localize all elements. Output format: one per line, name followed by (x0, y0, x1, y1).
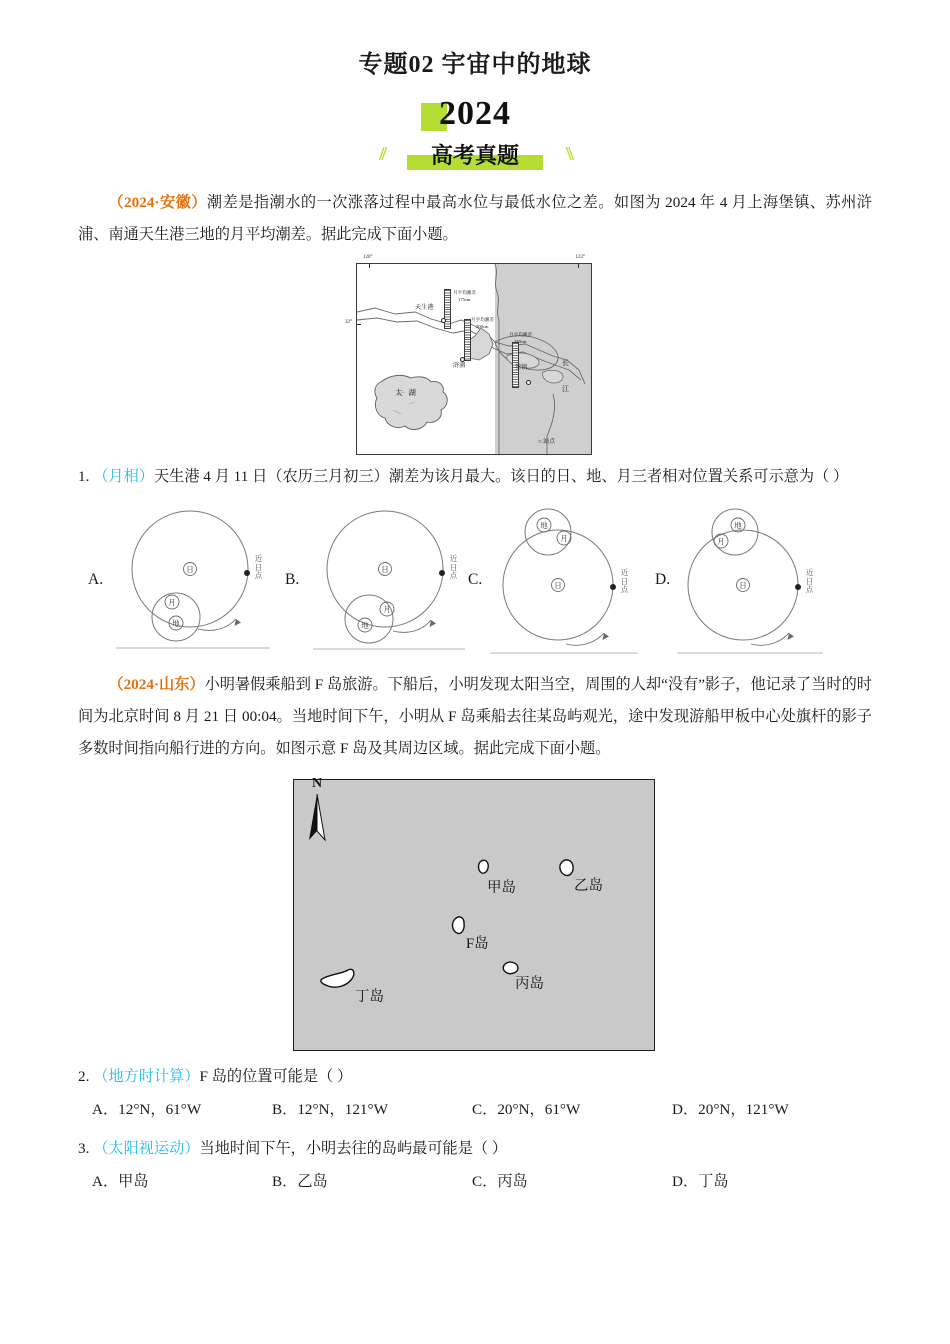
svg-text:日: 日 (739, 581, 747, 590)
tide-caption-2-value: 200cm (476, 324, 489, 329)
island-label-f: F岛 (466, 936, 489, 952)
tide-caption-2-label: 月平均潮差 (471, 317, 494, 322)
station-label-tianshenggang: 天生港 (415, 304, 434, 311)
option-a-letter: A. (88, 571, 104, 588)
exam-badge-text: 高考真题 (430, 143, 519, 168)
svg-text:日: 日 (186, 565, 194, 574)
tide-caption-1-label: 月平均潮差 (453, 290, 476, 295)
question-2-number: 2. (78, 1068, 90, 1085)
passage-1-source: （2024·安徽） (108, 194, 207, 211)
station-label-baozhen: 堡镇 (515, 364, 528, 371)
question-3-option-a[interactable]: A．甲岛 (92, 1173, 149, 1190)
passage-2-text: 小明暑假乘船到 F 岛旅游。下船后，小明发现太阳当空，周围的人却“没有”影子，他记录了当时的时间为北京时间 8 月 21 日 00:04。当地时间下午，小明从 F 岛乘船去往某岛屿观光，途中发现游船甲板中心处旗杆的影子多数时间指向船行进的方向。如图示意 F 岛及其周边区域。据此完成下面小题。 (78, 676, 872, 757)
option-a-perihelion-label: 近日点 (254, 554, 263, 580)
tide-bar-1 (444, 289, 451, 329)
svg-text:月: 月 (383, 605, 391, 614)
svg-text:地: 地 (734, 521, 742, 530)
place-label-chang: 长 (562, 359, 569, 367)
station-label-xupu: 浒浦 (453, 362, 466, 369)
map-lon-left-label: 120° (363, 255, 373, 260)
option-c-perihelion-label: 近日点 (620, 568, 629, 594)
figure-1-wrapper (345, 255, 594, 451)
page-title: 专题02 宇宙中的地球 (358, 52, 592, 78)
option-b-letter: B. (285, 571, 300, 588)
option-c-letter: C. (468, 571, 483, 588)
map-lon-right-label: 122° (575, 255, 585, 260)
place-label-jiang: 江 (562, 385, 569, 393)
tide-caption-3-value: 239cm (514, 339, 527, 344)
question-1-option-diagrams (0, 507, 950, 657)
question-2-option-d[interactable]: D．20°N，121°W (672, 1101, 789, 1118)
island-label-yi: 乙岛 (574, 878, 603, 894)
question-1 (78, 461, 872, 493)
question-2-options (92, 1095, 872, 1125)
figure-2-wrapper (293, 776, 657, 1051)
island-map-figure (293, 776, 655, 1051)
question-2-text: F 岛的位置可能是（ ） (199, 1068, 353, 1085)
place-label-taihu: 太 湖 (395, 388, 418, 397)
map-legend-label: 站点 (543, 439, 556, 445)
map-tick-lon-left (369, 264, 370, 268)
tide-map-figure (345, 255, 592, 455)
question-3-options (92, 1167, 872, 1197)
option-c-svg (486, 507, 666, 657)
question-3 (78, 1133, 872, 1165)
passage-2-source: （2024·山东） (108, 676, 205, 693)
question-3-option-b[interactable]: B．乙岛 (272, 1173, 328, 1190)
badge-slash-left-icon: // (379, 143, 385, 165)
badge-slash-right-icon: \\ (565, 143, 571, 165)
option-d-letter: D. (655, 571, 671, 588)
question-3-number: 3. (78, 1140, 90, 1157)
option-b-perihelion-label: 近日点 (449, 554, 458, 580)
map-lat-left-label: 32° (345, 320, 352, 325)
exam-badge (345, 139, 605, 173)
option-b-svg (307, 507, 487, 657)
svg-text:日: 日 (554, 581, 562, 590)
option-a-svg (110, 507, 290, 657)
island-shapes (294, 780, 652, 1048)
option-b-diagram[interactable] (285, 507, 485, 657)
svg-text:月: 月 (168, 598, 176, 607)
question-2-option-a[interactable]: A．12°N，61°W (92, 1101, 202, 1118)
question-1-number: 1. (78, 468, 90, 485)
map-legend-symbol: ○ (538, 439, 542, 445)
tide-bar-2 (464, 319, 471, 361)
option-d-diagram[interactable] (655, 507, 865, 657)
option-c-diagram[interactable] (468, 507, 671, 657)
option-a-diagram[interactable] (88, 507, 288, 657)
question-3-option-d[interactable]: D．丁岛 (672, 1173, 729, 1190)
year-badge (375, 95, 575, 137)
svg-text:地: 地 (361, 621, 369, 630)
tide-caption-1-value: 175cm (458, 297, 471, 302)
question-2-option-c[interactable]: C．20°N，61°W (472, 1101, 581, 1118)
svg-text:地: 地 (172, 619, 180, 628)
option-d-perihelion-label: 近日点 (805, 568, 814, 594)
passage-1 (78, 187, 872, 251)
option-d-svg (673, 507, 853, 657)
question-2-tag: （地方时计算） (93, 1068, 200, 1085)
passage-1-text: 潮差是指潮水的一次涨落过程中最高水位与最低水位之差。如图为 2024 年 4 月上海堡镇、苏州浒浦、南通天生港三地的月平均潮差。据此完成下面小题。 (78, 194, 872, 243)
map-legend (538, 439, 555, 445)
svg-text:地: 地 (540, 521, 548, 530)
question-3-text: 当地时间下午，小明去往的岛屿最可能是（ ） (199, 1140, 508, 1157)
svg-text:月: 月 (717, 537, 725, 546)
svg-text:月: 月 (560, 534, 568, 543)
question-2-option-b[interactable]: B．12°N，121°W (272, 1101, 388, 1118)
passage-2 (78, 669, 872, 765)
question-2 (78, 1061, 872, 1093)
year-badge-text: 2024 (439, 95, 511, 132)
map-tick-lon-right (578, 264, 579, 268)
island-label-bing: 丙岛 (515, 976, 544, 992)
island-label-ding: 丁岛 (355, 989, 384, 1005)
question-1-text: 天生港 4 月 11 日（农历三月初三）潮差为该月最大。该日的日、地、月三者相对位置关系可示意为（ ） (153, 468, 849, 485)
svg-text:日: 日 (381, 565, 389, 574)
north-label: N (312, 776, 323, 791)
map-tick-lat-left (357, 324, 361, 325)
island-label-jia: 甲岛 (487, 880, 516, 896)
question-1-tag: （月相） (93, 468, 154, 485)
tide-caption-3-label: 月平均潮差 (509, 332, 532, 337)
question-3-tag: （太阳视运动） (93, 1140, 200, 1157)
question-3-option-c[interactable]: C．丙岛 (472, 1173, 528, 1190)
